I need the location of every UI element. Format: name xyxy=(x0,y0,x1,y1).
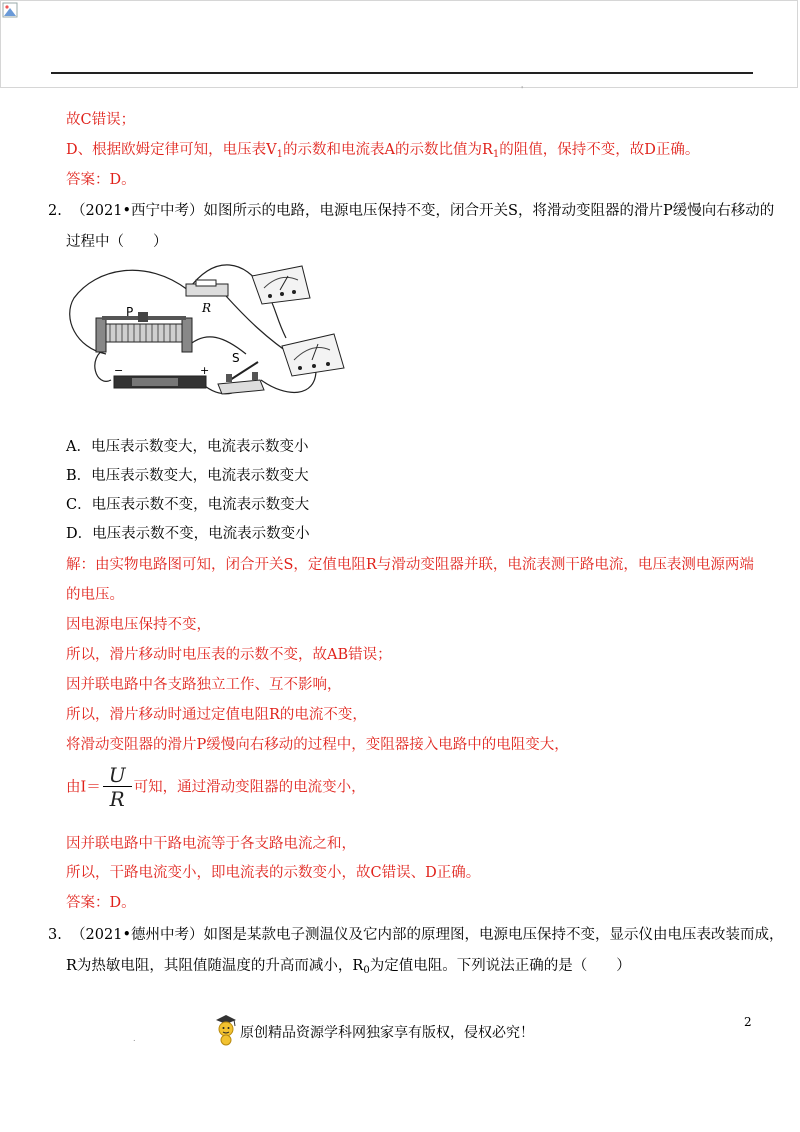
text-line: D、根据欧姆定律可知，电压表$V_1$的示数和电流表A的示数比值为$R_1$的阻值，保持不变，故D正确。 xyxy=(66,142,700,160)
svg-text:+: + xyxy=(200,364,210,377)
option-c: C．电压表示数不变，电流表示数变大 xyxy=(66,497,310,513)
solution-line: 因电源电压保持不变， xyxy=(66,617,211,633)
question-2-stem-cont: 过程中（ ） xyxy=(66,234,168,250)
header-rule xyxy=(51,72,753,74)
option-a: A．电压表示数变大，电流表示数变小 xyxy=(66,439,309,455)
solution-formula-line: 由I＝ $\frac{U}{R}$ 可知，通过滑动变阻器的电流变小， xyxy=(66,763,366,811)
question-3-stem-cont: R为热敏电阻，其阻值随温度的升高而减小，$R_0$为定值电阻。下列说法正确的是（ ） xyxy=(66,958,631,976)
solution-line: 所以，滑片移动时电压表的示数不变，故AB错误； xyxy=(66,647,392,663)
solution-line: 的电压。 xyxy=(66,587,124,603)
circuit-figure xyxy=(66,258,366,400)
text-line: 故C错误； xyxy=(66,112,136,128)
ohm-fraction: $\frac{U}{R}$ xyxy=(103,764,132,811)
solution-line: 所以，干路电流变小，即电流表的示数变小，故C错误、D正确。 xyxy=(66,865,481,881)
svg-text:R: R xyxy=(202,301,212,315)
footer-copyright: 原创精品资源学科网独家享有版权，侵权必究！ xyxy=(240,1025,534,1041)
broken-image-icon xyxy=(2,2,18,18)
solution-line: 解：由实物电路图可知，闭合开关S，定值电阻R与滑动变阻器并联，电流表测干路电流，电压表测电源两端 xyxy=(66,557,754,573)
battery xyxy=(114,364,209,388)
question-3-stem: 3. （2021•德州中考）如图是某款电子测温仪及它内部的原理图，电源电压保持不变，显示仪由电压表改装而成， xyxy=(48,927,784,943)
page-header xyxy=(0,0,798,94)
voltmeter xyxy=(252,266,310,304)
question-2-stem: 2. （2021•西宁中考）如图所示的电路，电源电压保持不变，闭合开关S，将滑动变阻器的滑片P缓慢向右移动的 xyxy=(48,203,775,219)
page-number: 2 xyxy=(744,1015,752,1029)
option-b: B．电压表示数变大，电流表示数变大 xyxy=(66,468,309,484)
svg-text:S: S xyxy=(232,351,240,365)
svg-text:P: P xyxy=(126,305,134,319)
rheostat xyxy=(96,305,192,352)
solution-line: 所以，滑片移动时通过定值电阻R的电流不变， xyxy=(66,707,367,723)
ammeter xyxy=(282,334,344,376)
resistor-r xyxy=(186,280,228,315)
answer-line: 答案：D。 xyxy=(66,895,136,911)
option-d: D．电压表示数不变，电流表示数变小 xyxy=(66,526,310,542)
svg-text:−: − xyxy=(114,364,124,377)
header-mark: ' xyxy=(521,85,524,94)
mascot-icon xyxy=(214,1014,238,1046)
solution-line: 将滑动变阻器的滑片P缓慢向右移动的过程中，变阻器接入电路中的电阻变大， xyxy=(66,737,569,753)
footer-mark: . xyxy=(133,1034,136,1043)
solution-line: 因并联电路中干路电流等于各支路电流之和， xyxy=(66,836,356,852)
answer-line: 答案：D。 xyxy=(66,172,136,188)
solution-line: 因并联电路中各支路独立工作、互不影响， xyxy=(66,677,342,693)
switch-s xyxy=(218,351,264,394)
